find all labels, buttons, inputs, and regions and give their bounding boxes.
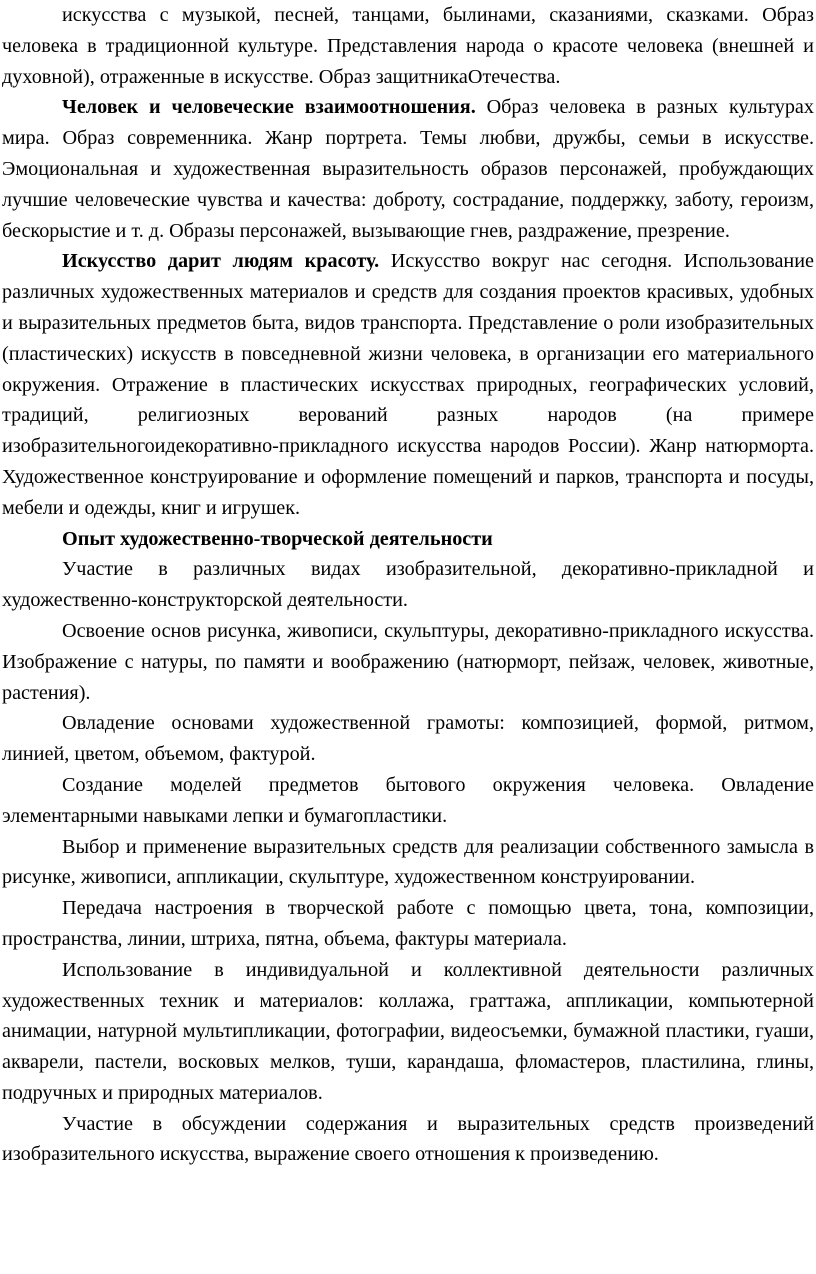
section-heading: Опыт художественно-творческой деятельности — [62, 527, 493, 550]
paragraph-text: Образ человека в разных культурах мира. Образ современника. Жанр портрета. Темы любви, дружбы, семьи в искусстве. Эмоциональная и художественная выразительность образов персонажей, пробуждающих лучшие человеческие чувства и качества: доброту, сострадание, поддержку, заботу, героизм, бескорыстие и т. д. Образы персонажей, вызывающие гнев, раздражение, презрение. — [2, 96, 814, 242]
paragraph-continuation — [2, 0, 814, 92]
activity-paragraph: Участие в различных видах изобразительной, декоративно-прикладной и художественно-конструкторской деятельности. — [2, 558, 814, 612]
paragraph-lead-heading: Искусство дарит людям красоту. — [62, 250, 380, 273]
activity-paragraph: Участие в обсуждении содержания и выразительных средств произведений изобразительного искусства, выражение своего отношения к произведению. — [2, 1112, 814, 1166]
paragraph-text: искусства с музыкой, песней, танцами, былинами, сказаниями, сказками. Образ человека в традиционной культуре. Представления народа о красоте человека (внешней и духовной), отраженные в искусстве. Образ защитникаОтечества. — [2, 4, 814, 88]
activity-paragraph: Передача настроения в творческой работе с помощью цвета, тона, композиции, пространства, линии, штриха, пятна, объема, фактуры материала. — [2, 897, 814, 950]
paragraph-lead-heading: Человек и человеческие взаимоотношения. — [62, 96, 476, 119]
activity-paragraph: Освоение основ рисунка, живописи, скульптуры, декоративно-прикладного искусства. Изображение с натуры, по памяти и воображению (натюрморт, пейзаж, человек, животные, растения). — [2, 619, 814, 704]
paragraph-text: Искусство вокруг нас сегодня. Использование различных художественных материалов и средств для создания проектов красивых, удобных и выразительных предметов быта, видов транспорта. Представление о роли изобразительных (пластических) искусств в повседневной жизни человека, в организации его материального окружения. Отражение в пластических искусствах природных, географических условий, традиций, религиозных верований разных народов (на примере изобразительногоидекоративно-прикладного искусства народов России). Жанр натюрморта. Художественное конструирование и оформление помещений и парков, транспорта и посуды, мебели и одежды, книг и игрушек. — [2, 250, 814, 519]
activity-paragraph: Создание моделей предметов бытового окружения человека. Овладение элементарными навыками лепки и бумагопластики. — [2, 773, 814, 827]
activity-paragraph: Выбор и применение выразительных средств для реализации собственного замысла в рисунке, живописи, аппликации, скульптуре, художественном конструировании. — [2, 835, 814, 889]
paragraph-human-relations — [2, 92, 814, 246]
paragraph-art-beauty — [2, 246, 814, 523]
activity-paragraph: Овладение основами художественной грамоты: композицией, формой, ритмом, линией, цветом, объемом, фактурой. — [2, 712, 814, 766]
activity-paragraph: Использование в индивидуальной и коллективной деятельности различных художественных техник и материалов: коллажа, граттажа, аппликации, компьютерной анимации, натурной мультипликации, фотографии, видеосъемки, бумажной пластики, гуаши, акварели, пастели, восковых мелков, туши, карандаша, фломастеров, пластилина, глины, подручных и природных материалов. — [2, 958, 814, 1104]
